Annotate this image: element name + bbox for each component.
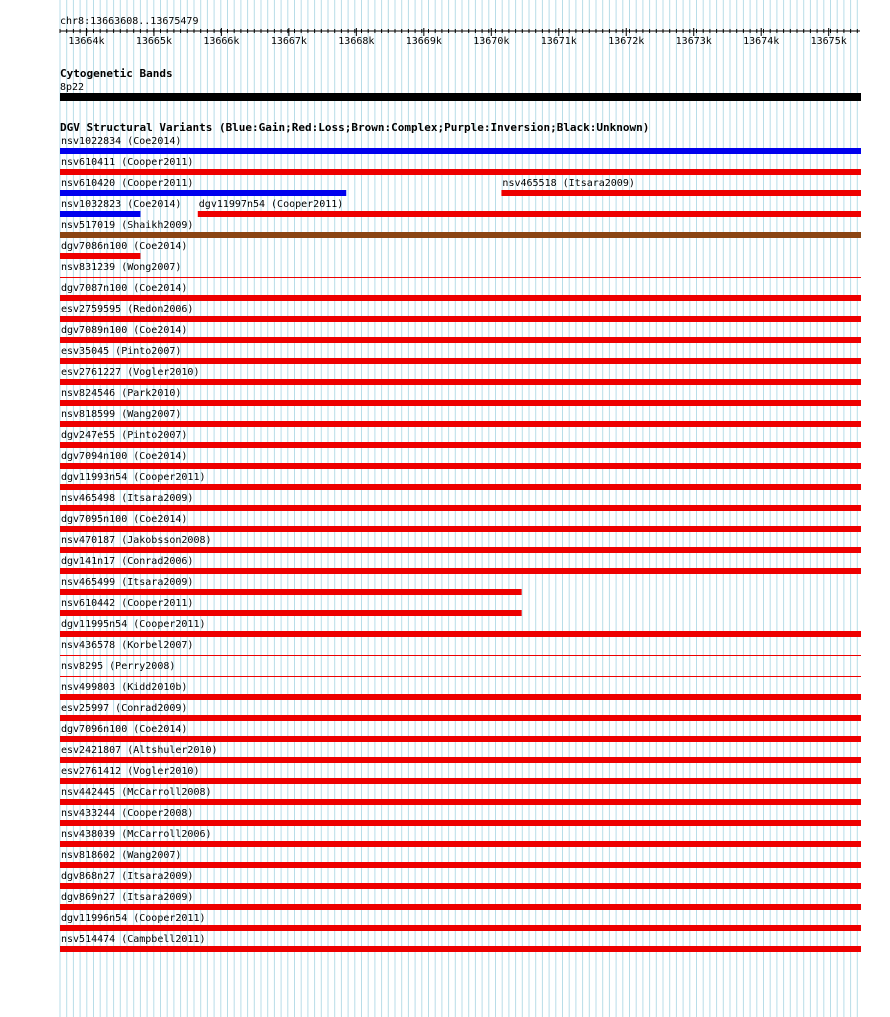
- dgv-feature-bar[interactable]: [60, 925, 861, 931]
- dgv-feature-label: nsv818602 (Wang2007): [61, 850, 182, 861]
- dgv-feature-bar[interactable]: [60, 757, 861, 763]
- ruler-tick-label: 13664k: [68, 36, 105, 47]
- dgv-feature-label: dgv7086n100 (Coe2014): [61, 241, 188, 252]
- dgv-feature-label: dgv7089n100 (Coe2014): [61, 325, 188, 336]
- dgv-feature-label: nsv1032823 (Coe2014): [61, 199, 182, 210]
- dgv-feature-bar[interactable]: [60, 799, 861, 805]
- dgv-feature-label: nsv8295 (Perry2008): [61, 661, 176, 672]
- dgv-feature-label: nsv610411 (Cooper2011): [61, 157, 194, 168]
- dgv-feature-bar[interactable]: [60, 379, 861, 385]
- dgv-feature-bar[interactable]: [60, 148, 861, 154]
- dgv-feature-bar[interactable]: [60, 442, 861, 448]
- dgv-feature-bar[interactable]: [60, 211, 140, 217]
- dgv-feature-bar[interactable]: [198, 211, 861, 217]
- dgv-feature-bar[interactable]: [60, 295, 861, 301]
- dgv-feature-line[interactable]: [60, 655, 861, 656]
- dgv-feature-label: dgv247e55 (Pinto2007): [61, 430, 188, 441]
- ruler-track: [60, 16, 860, 47]
- ruler-tick-label: 13666k: [203, 36, 240, 47]
- dgv-feature-label: esv2421807 (Altshuler2010): [61, 745, 218, 756]
- dgv-feature-label: esv2761412 (Vogler2010): [61, 766, 200, 777]
- dgv-feature-label: dgv869n27 (Itsara2009): [61, 892, 194, 903]
- dgv-feature-line[interactable]: [60, 676, 861, 677]
- dgv-feature-label: dgv11993n54 (Cooper2011): [61, 472, 206, 483]
- dgv-feature-bar[interactable]: [60, 841, 861, 847]
- dgv-feature-bar[interactable]: [60, 547, 861, 553]
- ruler-tick-label: 13673k: [675, 36, 712, 47]
- dgv-feature-label: dgv868n27 (Itsara2009): [61, 871, 194, 882]
- ruler-tick-label: 13670k: [473, 36, 510, 47]
- dgv-feature-label: dgv7096n100 (Coe2014): [61, 724, 188, 735]
- dgv-feature-label: dgv11996n54 (Cooper2011): [61, 913, 206, 924]
- dgv-feature-label: nsv499803 (Kidd2010b): [61, 682, 188, 693]
- cytoband-bar[interactable]: [60, 93, 861, 101]
- dgv-feature-label: dgv11997n54 (Cooper2011): [198, 199, 344, 210]
- dgv-feature-label: nsv465499 (Itsara2009): [61, 577, 194, 588]
- dgv-feature-label: nsv470187 (Jakobsson2008): [61, 535, 212, 546]
- dgv-feature-label: nsv465498 (Itsara2009): [61, 493, 194, 504]
- dgv-feature-label: nsv824546 (Park2010): [61, 388, 182, 399]
- dgv-feature-label: esv2761227 (Vogler2010): [61, 367, 200, 378]
- dgv-feature-label: nsv517019 (Shaikh2009): [61, 220, 194, 231]
- dgv-feature-label: nsv818599 (Wang2007): [61, 409, 182, 420]
- dgv-feature-label: dgv7087n100 (Coe2014): [61, 283, 188, 294]
- dgv-feature-bar[interactable]: [60, 505, 861, 511]
- cytoband-track-title: Cytogenetic Bands: [60, 67, 173, 80]
- dgv-feature-bar[interactable]: [60, 715, 861, 721]
- dgv-feature-bar[interactable]: [60, 421, 861, 427]
- dgv-feature-bar[interactable]: [60, 736, 861, 742]
- dgv-feature-bar[interactable]: [60, 526, 861, 532]
- ruler-tick-label: 13674k: [743, 36, 780, 47]
- ruler-tick-label: 13675k: [810, 36, 847, 47]
- dgv-feature-bar[interactable]: [60, 568, 861, 574]
- ruler-tick-label: 13667k: [270, 36, 307, 47]
- dgv-feature-label: nsv465518 (Itsara2009): [502, 178, 635, 189]
- dgv-feature-bar[interactable]: [60, 337, 861, 343]
- dgv-feature-label: nsv436578 (Korbel2007): [61, 640, 194, 651]
- dgv-feature-label: esv35045 (Pinto2007): [61, 346, 182, 357]
- dgv-feature-label: nsv438039 (McCarroll2006): [61, 829, 212, 840]
- ruler-tick-label: 13668k: [338, 36, 375, 47]
- dgv-feature-label: nsv514474 (Campbell2011): [61, 934, 206, 945]
- dgv-feature-bar[interactable]: [60, 820, 861, 826]
- dgv-feature-bar[interactable]: [60, 463, 861, 469]
- dgv-feature-label: dgv11995n54 (Cooper2011): [61, 619, 206, 630]
- dgv-feature-label: dgv7095n100 (Coe2014): [61, 514, 188, 525]
- cytoband-label: 8p22: [60, 82, 85, 93]
- dgv-feature-label: dgv141n17 (Conrad2006): [61, 556, 194, 567]
- ruler-tick-label: 13671k: [540, 36, 577, 47]
- dgv-feature-label: nsv442445 (McCarroll2008): [61, 787, 212, 798]
- dgv-feature-bar[interactable]: [60, 190, 346, 196]
- dgv-feature-bar[interactable]: [60, 484, 861, 490]
- dgv-feature-label: esv2759595 (Redon2006): [61, 304, 194, 315]
- dgv-feature-bar[interactable]: [60, 904, 861, 910]
- dgv-feature-bar[interactable]: [60, 631, 861, 637]
- dgv-track-title: DGV Structural Variants (Blue:Gain;Red:Loss;Brown:Complex;Purple:Inversion;Black:Unknown): [60, 121, 650, 134]
- dgv-feature-label: nsv433244 (Cooper2008): [61, 808, 194, 819]
- region-label: chr8:13663608..13675479: [60, 16, 199, 27]
- ruler-tick-label: 13672k: [608, 36, 645, 47]
- dgv-feature-bar[interactable]: [60, 400, 861, 406]
- dgv-feature-bar[interactable]: [60, 169, 861, 175]
- dgv-feature-label: nsv1022834 (Coe2014): [61, 136, 182, 147]
- dgv-feature-bar[interactable]: [60, 358, 861, 364]
- dgv-feature-bar[interactable]: [60, 232, 861, 238]
- dgv-feature-bar[interactable]: [60, 883, 861, 889]
- dgv-feature-label: nsv610442 (Cooper2011): [61, 598, 194, 609]
- dgv-feature-bar[interactable]: [60, 316, 861, 322]
- dgv-feature-bar[interactable]: [60, 694, 861, 700]
- dgv-feature-bar[interactable]: [60, 589, 522, 595]
- dgv-feature-bar[interactable]: [60, 946, 861, 952]
- ruler-tick-label: 13665k: [135, 36, 172, 47]
- dgv-feature-bar[interactable]: [60, 253, 140, 259]
- ruler-tick-label: 13669k: [405, 36, 442, 47]
- dgv-feature-label: nsv831239 (Wong2007): [61, 262, 182, 273]
- dgv-feature-line[interactable]: [60, 277, 861, 278]
- dgv-feature-label: dgv7094n100 (Coe2014): [61, 451, 188, 462]
- dgv-feature-bar[interactable]: [60, 778, 861, 784]
- dgv-feature-bar[interactable]: [60, 862, 861, 868]
- dgv-feature-bar[interactable]: [60, 610, 522, 616]
- dgv-feature-bar[interactable]: [501, 190, 861, 196]
- dgv-feature-label: esv25997 (Conrad2009): [61, 703, 188, 714]
- dgv-feature-label: nsv610420 (Cooper2011): [61, 178, 194, 189]
